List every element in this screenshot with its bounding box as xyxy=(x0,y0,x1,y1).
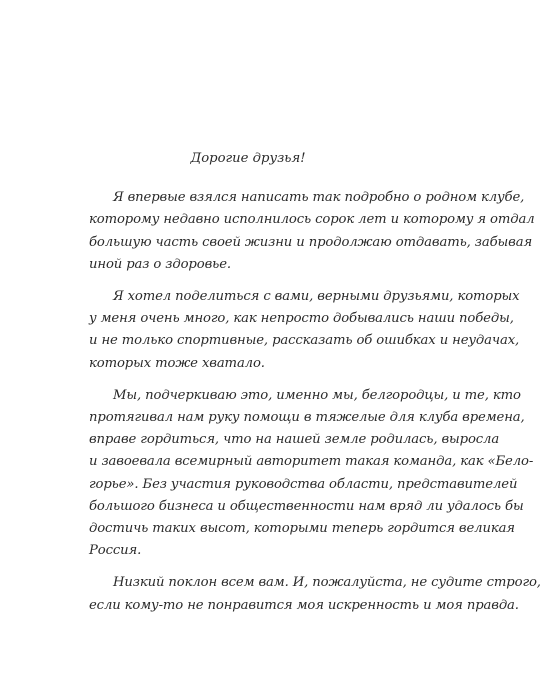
text-line: Мы, подчеркиваю это, именно мы, белгородцы, и те, кто xyxy=(113,387,521,403)
text-line: и завоевала всемирный авторитет такая команда, как «Бело- xyxy=(89,454,534,470)
text-line: которых тоже хватало. xyxy=(89,355,265,371)
text-line: протягивал нам руку помощи в тяжелые для клуба времена, xyxy=(89,410,525,426)
text-line: Я хотел поделиться с вами, верными друзьями, которых xyxy=(113,289,520,305)
text-line: и не только спортивные, рассказать об ошибках и неудачах, xyxy=(89,333,520,349)
letter-body xyxy=(65,148,541,627)
text-line: большую часть своей жизни и продолжаю отдавать, забывая xyxy=(89,234,533,250)
text-line: большого бизнеса и общественности нам вряд ли удалось бы xyxy=(89,498,524,514)
text-line: если кому-то не понравится моя искренность и моя правда. xyxy=(89,597,519,613)
paragraph-1 xyxy=(65,187,535,276)
text-line: Я впервые взялся написать так подробно о родном клубе, xyxy=(113,190,525,206)
text-line: иной раз о здоровье. xyxy=(89,256,231,272)
text-line: достичь таких высот, которыми теперь гордится великая xyxy=(89,521,515,537)
letter-heading: Дорогие друзья! xyxy=(190,151,306,166)
paragraph-3 xyxy=(65,385,534,563)
paragraph-2 xyxy=(65,286,520,375)
text-line: Россия. xyxy=(89,543,142,559)
paragraph-4 xyxy=(65,572,541,616)
text-line: вправе гордиться, что на нашей земле родилась, выросла xyxy=(89,432,500,448)
text-line: которому недавно исполнилось сорок лет и которому я отдал xyxy=(89,212,535,228)
text-line: горье». Без участия руководства области, представителей xyxy=(89,476,518,492)
text-line: у меня очень много, как непросто добывались наши победы, xyxy=(89,311,514,327)
text-line: Низкий поклон всем вам. И, пожалуйста, не судите строго, xyxy=(113,575,541,591)
